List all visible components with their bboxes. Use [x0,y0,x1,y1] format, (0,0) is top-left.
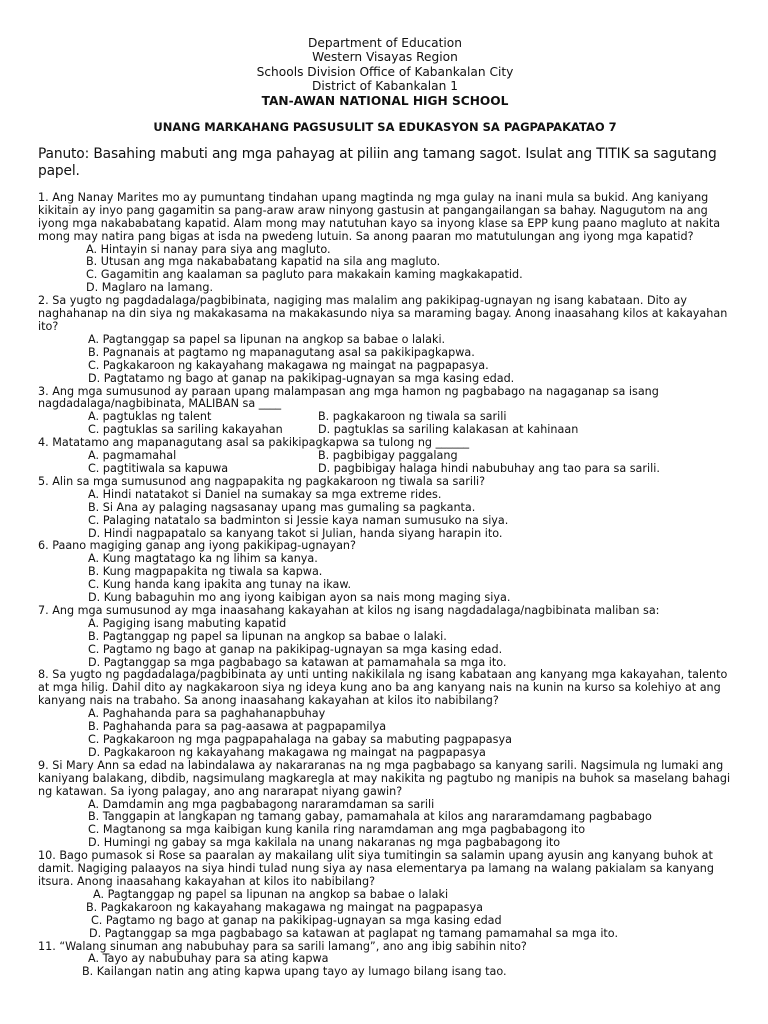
answer-option: A. Hintayin si nanay para siya ang magluto. [86,242,331,256]
answer-option: A. Pagtanggap sa papel sa lipunan na angkop sa babae o lalaki. [88,332,446,346]
question-9 [38,760,732,850]
answer-option: B. Pagtanggap ng papel sa lipunan na angkop sa babae o lalaki. [88,629,447,643]
header-region: Western Visayas Region [312,50,458,65]
answer-option: D. Hindi nagpapatalo sa kanyang takot si Julian, handa siyang harapin ito. [88,526,503,540]
answer-option: D. Maglaro na lamang. [86,281,214,295]
answer-option: D. Pagtanggap sa mga pagbabago sa katawan at paglapat ng tamang pamamahal sa mga ito. [89,926,619,940]
header-department: Department of Education [308,36,462,50]
answer-option: A. Kung magtatago ka ng lihim sa kanya. [88,552,318,566]
header-division: Schools Division Office of Kabankalan City [256,64,514,79]
answer-option: B. Pagnanais at pagtamo ng mapanagutang asal sa pakikipagkapwa. [88,345,475,359]
answer-option: B. Paghahanda para sa pag-aasawa at pagpapamilya [88,720,387,734]
answer-option: C. Pagkakaroon ng kakayahang makagawa ng maingat na pagpapasya. [88,358,489,372]
answer-option: D. Kung babaguhin mo ang iyong kaibigan ayon sa nais mong maging siya. [88,591,511,605]
question-stem: 3. Ang mga sumusunod ay paraan upang malampasan ang mga hamon ng pagbabago na nagaganap sa isang nagdadalaga/nagbibinata, MALIBAN sa ____ [38,384,659,411]
question-11 [38,941,732,980]
question-stem: 8. Sa yugto ng pagdadalaga/pagbibinata ay unti unting nakikilala ng isang kabataan ang kanyang mga kakayahan, talento at mga hilig. Dahil dito ay nagkakaroon siya ng ideya kung ano ba ang kanyang nais na kunin na kurso sa kolehiyo at ang kanyang nais na trabaho. Sa anong inaasahang kakayahan at kilos ito nabibilang? [38,668,728,708]
answer-option: C. Pagtamo ng bago at ganap na pakikipag-ugnayan sa mga kasing edad. [88,642,503,656]
question-8 [38,669,732,759]
question-stem: 10. Bago pumasok si Rose sa paaralan ay makailang ulit siya tumitingin sa salamin upang ayusin ang kanyang buhok at damit. Nagiging palaayos na siya hindi tulad nung siya ay nasa elementarya pa lamang na walang pakialam sa kanyang itsura. Anong inaasahang kakayahan at kilos ito nabibilang? [38,849,714,888]
answer-option: D. Pagkakaroon ng kakayahang makagawa ng maingat na pagpapasya [88,745,486,759]
answer-option: C. Pagtamo ng bago at ganap na pakikipag-ugnayan sa mga kasing edad [91,913,502,927]
answer-option: D. pagbibigay halaga hindi nabubuhay ang tao para sa sarili. [318,461,660,475]
answer-option: A. Paghahanda para sa paghahanapbuhay [88,707,326,721]
question-stem: 1. Ang Nanay Marites mo ay pumuntang tindahan upang magtinda ng mga gulay na inani mula sa bukid. Ang kaniyang kikitain ay inyo pang gagamitin sa pang-araw araw ninyong gastusin at pangangailangan sa bahay. Nagugutom na ang iyong mga nakababatang kapatid. Alam mong may natutuhan kayo sa inyong klase sa EPP kung paano magluto at nakita mong may natira pang bigas at isda na pwedeng lutuin. Sa anong paaran mo matutulungan ang iyong mga kapatid? [38,190,721,243]
header-school: TAN-AWAN NATIONAL HIGH SCHOOL [261,93,509,108]
answer-option: B. pagkakaroon ng tiwala sa sarili [318,410,507,424]
question-stem: 5. Alin sa mga sumusunod ang nagpapakita ng pagkakaroon ng tiwala sa sarili? [38,474,486,488]
question-10 [38,850,732,940]
question-3 [38,386,732,438]
question-stem: 2. Sa yugto ng pagdadalaga/pagbibinata, nagiging mas malalim ang pakikipag-ugnayan ng isang kabataan. Dito ay naghahanap na din siya ng makakasama na makakasundo niya sa maraming bagay. Anong inaasahang kilos at kakayahan ito? [38,294,728,333]
question-5 [38,476,732,541]
answer-option: C. Kung handa kang ipakita ang tunay na ikaw. [88,578,352,592]
answer-option: D. Pagtatamo ng bago at ganap na pakikipag-ugnayan sa mga kasing edad. [88,371,515,385]
answer-option: B. Tanggapin at langkapan ng tamang gabay, pamamahala at kilos ang nararamdamang pagbabago [88,810,652,824]
answer-option: A. Tayo ay nabubuhay para sa ating kapwa [88,952,329,966]
question-stem: 7. Ang mga sumusunod ay mga inaasahang kakayahan at kilos ng isang nagdadalaga/nagbibinata maliban sa: [38,603,660,617]
question-4 [38,437,732,476]
question-list [38,192,732,979]
answer-option: D. pagtuklas sa sariling kalakasan at kahinaan [318,423,579,437]
question-6 [38,540,732,605]
answer-option: A. Pagtanggap ng papel sa lipunan na angkop sa babae o lalaki [93,887,449,901]
answer-option: D. Pagtanggap sa mga pagbabago sa katawan at pamamahala sa mga ito. [88,655,507,669]
answer-option: C. Gagamitin ang kaalaman sa pagluto para makakain kaming magkakapatid. [86,268,523,282]
answer-option: B. pagbibigay paggalang [318,449,458,463]
question-stem: 9. Si Mary Ann sa edad na labindalawa ay nakararanas na ng mga pagbabago sa kanyang sarili. Nagsimula ng lumaki ang kaniyang balakang, dibdib, nagsimulang magkaregla at may nakikita ng pagtubo ng manipis na buhok sa maselang bahagi ng katawan. Sa iyong palagay, ano ang nararapat niyang gawin? [38,758,731,798]
document-header [38,36,732,108]
answer-option: A. pagtuklas ng talent [88,410,212,424]
answer-option: C. pagtuklas sa sariling kakayahan [88,423,283,437]
question-stem: 4. Matatamo ang mapanagutang asal sa pakikipagkapwa sa tulong ng ______ [38,436,470,450]
exam-title: UNANG MARKAHANG PAGSUSULIT SA EDUKASYON SA PAGPAPAKATAO 7 [153,120,617,135]
answer-option: C. Pagkakaroon ng mga pagpapahalaga na gabay sa mabuting pagpapasya [88,733,512,746]
answer-option: B. Utusan ang mga nakababatang kapatid na sila ang magluto. [86,255,441,269]
answer-option: C. Palaging natatalo sa badminton si Jessie kaya naman sumusuko na siya. [88,513,509,527]
header-district: District of Kabankalan 1 [312,79,458,94]
answer-option: D. Humingi ng gabay sa mga kakilala na unang nakaranas ng mga pagbabagong ito [88,836,561,850]
question-stem: 6. Paano magiging ganap ang iyong pakikipag-ugnayan? [38,539,356,553]
question-2 [38,295,732,385]
answer-option: A. Pagiging isang mabuting kapatid [88,616,287,630]
answer-option: A. Damdamin ang mga pagbabagong nararamdaman sa sarili [88,797,435,811]
answer-option: B. Kailangan natin ang ating kapwa upang tayo ay lumago bilang isang tao. [82,965,507,979]
question-1 [38,192,732,295]
question-7 [38,605,732,670]
instructions: Panuto: Basahing mabuti ang mga pahayag at piliin ang tamang sagot. Isulat ang TITIK sa sagutang papel. [38,145,717,179]
answer-option: A. pagmamahal [88,449,177,463]
answer-option: A. Hindi natatakot si Daniel na sumakay sa mga extreme rides. [88,487,442,501]
answer-option: B. Si Ana ay palaging nagsasanay upang mas gumaling sa pagkanta. [88,500,476,514]
answer-option: C. pagtitiwala sa kapuwa [88,461,229,475]
question-stem: 11. “Walang sinuman ang nabubuhay para sa sarili lamang”, ano ang ibig sabihin nito? [38,939,527,953]
answer-option: B. Pagkakaroon ng kakayahang makagawa ng maingat na pagpapasya [86,900,483,914]
answer-option: B. Kung magpapakita ng tiwala sa kapwa. [88,565,323,579]
answer-option: C. Magtanong sa mga kaibigan kung kanila ring naramdaman ang mga pagbabagong ito [88,823,586,837]
